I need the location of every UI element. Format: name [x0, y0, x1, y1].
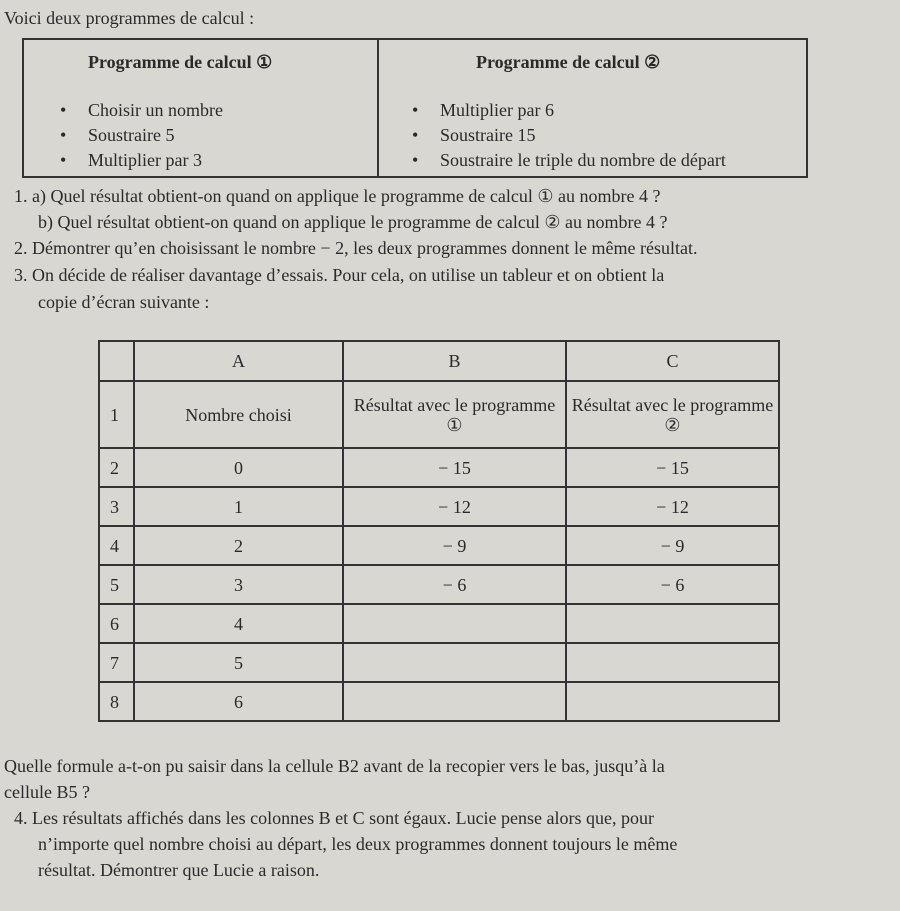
question-2: 2. Démontrer qu’en choisissant le nombre − 2, les deux programmes donnent le même résultat.	[14, 238, 698, 258]
column-header: C	[566, 341, 779, 381]
table-cell: 4	[134, 604, 343, 643]
table-cell: Résultat avec le programme ①	[343, 381, 566, 448]
table-cell: − 12	[566, 487, 779, 526]
table-cell	[343, 643, 566, 682]
row-number: 7	[99, 643, 134, 682]
program-1-title: Programme de calcul ①	[88, 52, 273, 72]
table-cell: 1	[134, 487, 343, 526]
table-cell: − 12	[343, 487, 566, 526]
question-1a: 1. a) Quel résultat obtient-on quand on applique le programme de calcul ① au nombre 4 ?	[14, 186, 661, 206]
program-2-step: • Soustraire 15	[440, 125, 535, 146]
table-cell: 3	[134, 565, 343, 604]
question-3: 3. On décide de réaliser davantage d’essais. Pour cela, on utilise un tableur et on obtient la	[14, 265, 665, 285]
table-cell: 2	[134, 526, 343, 565]
programs-table	[22, 38, 808, 178]
row-number: 5	[99, 565, 134, 604]
table-cell: − 9	[343, 526, 566, 565]
corner-cell	[99, 341, 134, 381]
row-number: 6	[99, 604, 134, 643]
table-cell: − 6	[343, 565, 566, 604]
table-row	[99, 643, 779, 682]
question-4-cont: n’importe quel nombre choisi au départ, les deux programmes donnent toujours le même	[38, 834, 678, 854]
table-cell: − 15	[343, 448, 566, 487]
row-number: 3	[99, 487, 134, 526]
table-cell: Nombre choisi	[134, 381, 343, 448]
row-number: 1	[99, 381, 134, 448]
table-row	[99, 526, 779, 565]
row-number: 2	[99, 448, 134, 487]
question-3-cont: copie d’écran suivante :	[38, 292, 210, 312]
table-cell	[566, 643, 779, 682]
table-row	[99, 565, 779, 604]
table-cell	[343, 604, 566, 643]
spreadsheet-table	[98, 340, 780, 722]
row-number: 8	[99, 682, 134, 721]
column-header: B	[343, 341, 566, 381]
table-cell: − 9	[566, 526, 779, 565]
table-row	[99, 448, 779, 487]
table-row	[99, 682, 779, 721]
question-4: 4. Les résultats affichés dans les colonnes B et C sont égaux. Lucie pense alors que, pour	[14, 808, 655, 828]
table-cell: 6	[134, 682, 343, 721]
question-4-cont: résultat. Démontrer que Lucie a raison.	[38, 860, 320, 880]
divider	[377, 40, 379, 176]
table-cell	[566, 682, 779, 721]
table-row	[99, 604, 779, 643]
table-cell	[343, 682, 566, 721]
program-2-step: • Multiplier par 6	[440, 100, 554, 121]
table-row	[99, 381, 779, 448]
column-header: A	[134, 341, 343, 381]
table-row	[99, 487, 779, 526]
table-cell: Résultat avec le programme ②	[566, 381, 779, 448]
table-cell: − 6	[566, 565, 779, 604]
table-cell: − 15	[566, 448, 779, 487]
program-1-step: • Choisir un nombre	[88, 100, 223, 121]
row-number: 4	[99, 526, 134, 565]
table-cell: 0	[134, 448, 343, 487]
table-cell: 5	[134, 643, 343, 682]
question-3-formula-cont: cellule B5 ?	[4, 782, 90, 802]
program-1-step: • Multiplier par 3	[88, 150, 202, 171]
program-2-title: Programme de calcul ②	[476, 52, 661, 72]
question-1b: b) Quel résultat obtient-on quand on applique le programme de calcul ② au nombre 4 ?	[38, 212, 668, 232]
program-1-step: • Soustraire 5	[88, 125, 174, 146]
table-cell	[566, 604, 779, 643]
question-3-formula: Quelle formule a-t-on pu saisir dans la cellule B2 avant de la recopier vers le bas, jusqu’à la	[4, 756, 665, 776]
program-2-step: • Soustraire le triple du nombre de départ	[440, 150, 726, 171]
intro-text: Voici deux programmes de calcul :	[4, 8, 255, 28]
